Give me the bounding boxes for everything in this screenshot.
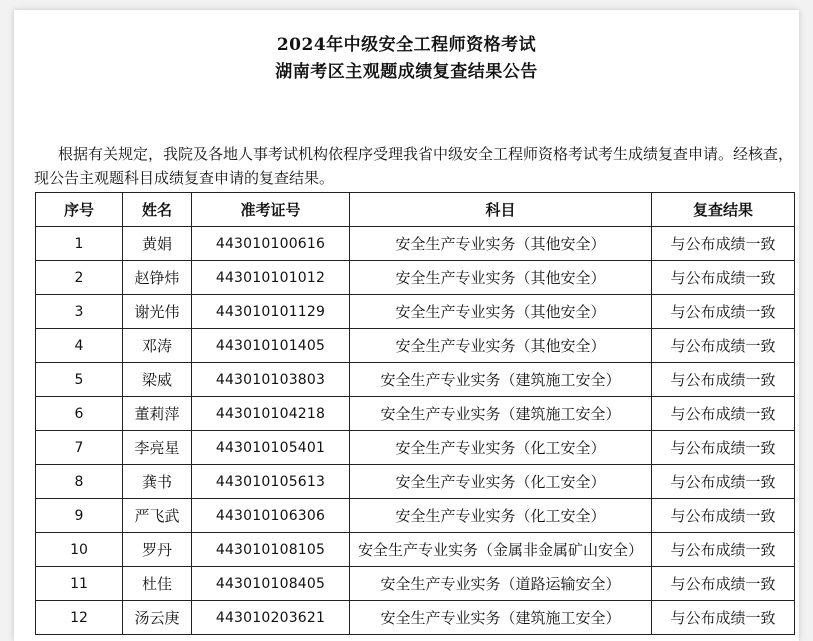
row-subject: 安全生产专业实务（其他安全） <box>350 227 652 261</box>
row-exam-id: 443010105401 <box>192 431 350 465</box>
row-no: 6 <box>36 397 123 431</box>
row-name: 黄娟 <box>123 227 192 261</box>
row-no: 11 <box>36 567 123 601</box>
header-no: 序号 <box>36 193 123 227</box>
row-name: 罗丹 <box>123 533 192 567</box>
row-exam-id: 443010105613 <box>192 465 350 499</box>
row-no: 2 <box>36 261 123 295</box>
row-exam-id: 443010101012 <box>192 261 350 295</box>
row-name: 龚书 <box>123 465 192 499</box>
row-result: 与公布成绩一致 <box>652 533 795 567</box>
row-exam-id: 443010106306 <box>192 499 350 533</box>
row-no: 4 <box>36 329 123 363</box>
table-row <box>36 295 795 329</box>
row-result: 与公布成绩一致 <box>652 397 795 431</box>
row-subject: 安全生产专业实务（建筑施工安全） <box>350 363 652 397</box>
row-subject: 安全生产专业实务（建筑施工安全） <box>350 601 652 635</box>
row-name: 汤云庚 <box>123 601 192 635</box>
row-name: 赵铮炜 <box>123 261 192 295</box>
table-header-row <box>36 193 795 227</box>
row-no: 10 <box>36 533 123 567</box>
row-result: 与公布成绩一致 <box>652 295 795 329</box>
row-exam-id: 443010108405 <box>192 567 350 601</box>
notice-title-line1: 2024年中级安全工程师资格考试 <box>276 35 537 55</box>
row-name: 董莉萍 <box>123 397 192 431</box>
row-no: 8 <box>36 465 123 499</box>
table-row <box>36 499 795 533</box>
row-exam-id: 443010101405 <box>192 329 350 363</box>
row-subject: 安全生产专业实务（化工安全） <box>350 499 652 533</box>
row-result: 与公布成绩一致 <box>652 465 795 499</box>
document-page <box>14 10 799 641</box>
row-result: 与公布成绩一致 <box>652 329 795 363</box>
row-result: 与公布成绩一致 <box>652 363 795 397</box>
header-exam-id: 准考证号 <box>192 193 350 227</box>
table-row <box>36 567 795 601</box>
row-subject: 安全生产专业实务（金属非金属矿山安全） <box>350 533 652 567</box>
row-name: 谢光伟 <box>123 295 192 329</box>
row-exam-id: 443010104218 <box>192 397 350 431</box>
row-no: 7 <box>36 431 123 465</box>
row-no: 1 <box>36 227 123 261</box>
row-exam-id: 443010108105 <box>192 533 350 567</box>
table-row <box>36 465 795 499</box>
results-table <box>35 192 795 635</box>
row-no: 12 <box>36 601 123 635</box>
row-name: 梁威 <box>123 363 192 397</box>
row-result: 与公布成绩一致 <box>652 227 795 261</box>
row-result: 与公布成绩一致 <box>652 499 795 533</box>
row-subject: 安全生产专业实务（其他安全） <box>350 329 652 363</box>
row-exam-id: 443010103803 <box>192 363 350 397</box>
table-row <box>36 363 795 397</box>
header-name: 姓名 <box>123 193 192 227</box>
row-result: 与公布成绩一致 <box>652 567 795 601</box>
notice-intro: 根据有关规定，我院及各地人事考试机构依程序受理我省中级安全工程师资格考试考生成绩复查申请。经核查，现公告主观题科目成绩复查申请的复查结果。 <box>34 145 794 187</box>
row-result: 与公布成绩一致 <box>652 601 795 635</box>
table-row <box>36 261 795 295</box>
row-subject: 安全生产专业实务（化工安全） <box>350 465 652 499</box>
table-row <box>36 227 795 261</box>
row-name: 杜佳 <box>123 567 192 601</box>
row-exam-id: 443010101129 <box>192 295 350 329</box>
row-no: 5 <box>36 363 123 397</box>
row-exam-id: 443010203621 <box>192 601 350 635</box>
row-subject: 安全生产专业实务（化工安全） <box>350 431 652 465</box>
row-name: 严飞武 <box>123 499 192 533</box>
table-row <box>36 329 795 363</box>
row-result: 与公布成绩一致 <box>652 431 795 465</box>
row-subject: 安全生产专业实务（其他安全） <box>350 295 652 329</box>
row-no: 3 <box>36 295 123 329</box>
table-row <box>36 431 795 465</box>
row-result: 与公布成绩一致 <box>652 261 795 295</box>
row-name: 邓涛 <box>123 329 192 363</box>
notice-title-line2: 湖南考区主观题成绩复查结果公告 <box>275 62 538 82</box>
row-subject: 安全生产专业实务（建筑施工安全） <box>350 397 652 431</box>
header-result: 复查结果 <box>652 193 795 227</box>
header-subject: 科目 <box>350 193 652 227</box>
table-row <box>36 533 795 567</box>
table-row <box>36 601 795 635</box>
row-name: 李亮星 <box>123 431 192 465</box>
row-subject: 安全生产专业实务（道路运输安全） <box>350 567 652 601</box>
row-exam-id: 443010100616 <box>192 227 350 261</box>
row-no: 9 <box>36 499 123 533</box>
row-subject: 安全生产专业实务（其他安全） <box>350 261 652 295</box>
table-row <box>36 397 795 431</box>
